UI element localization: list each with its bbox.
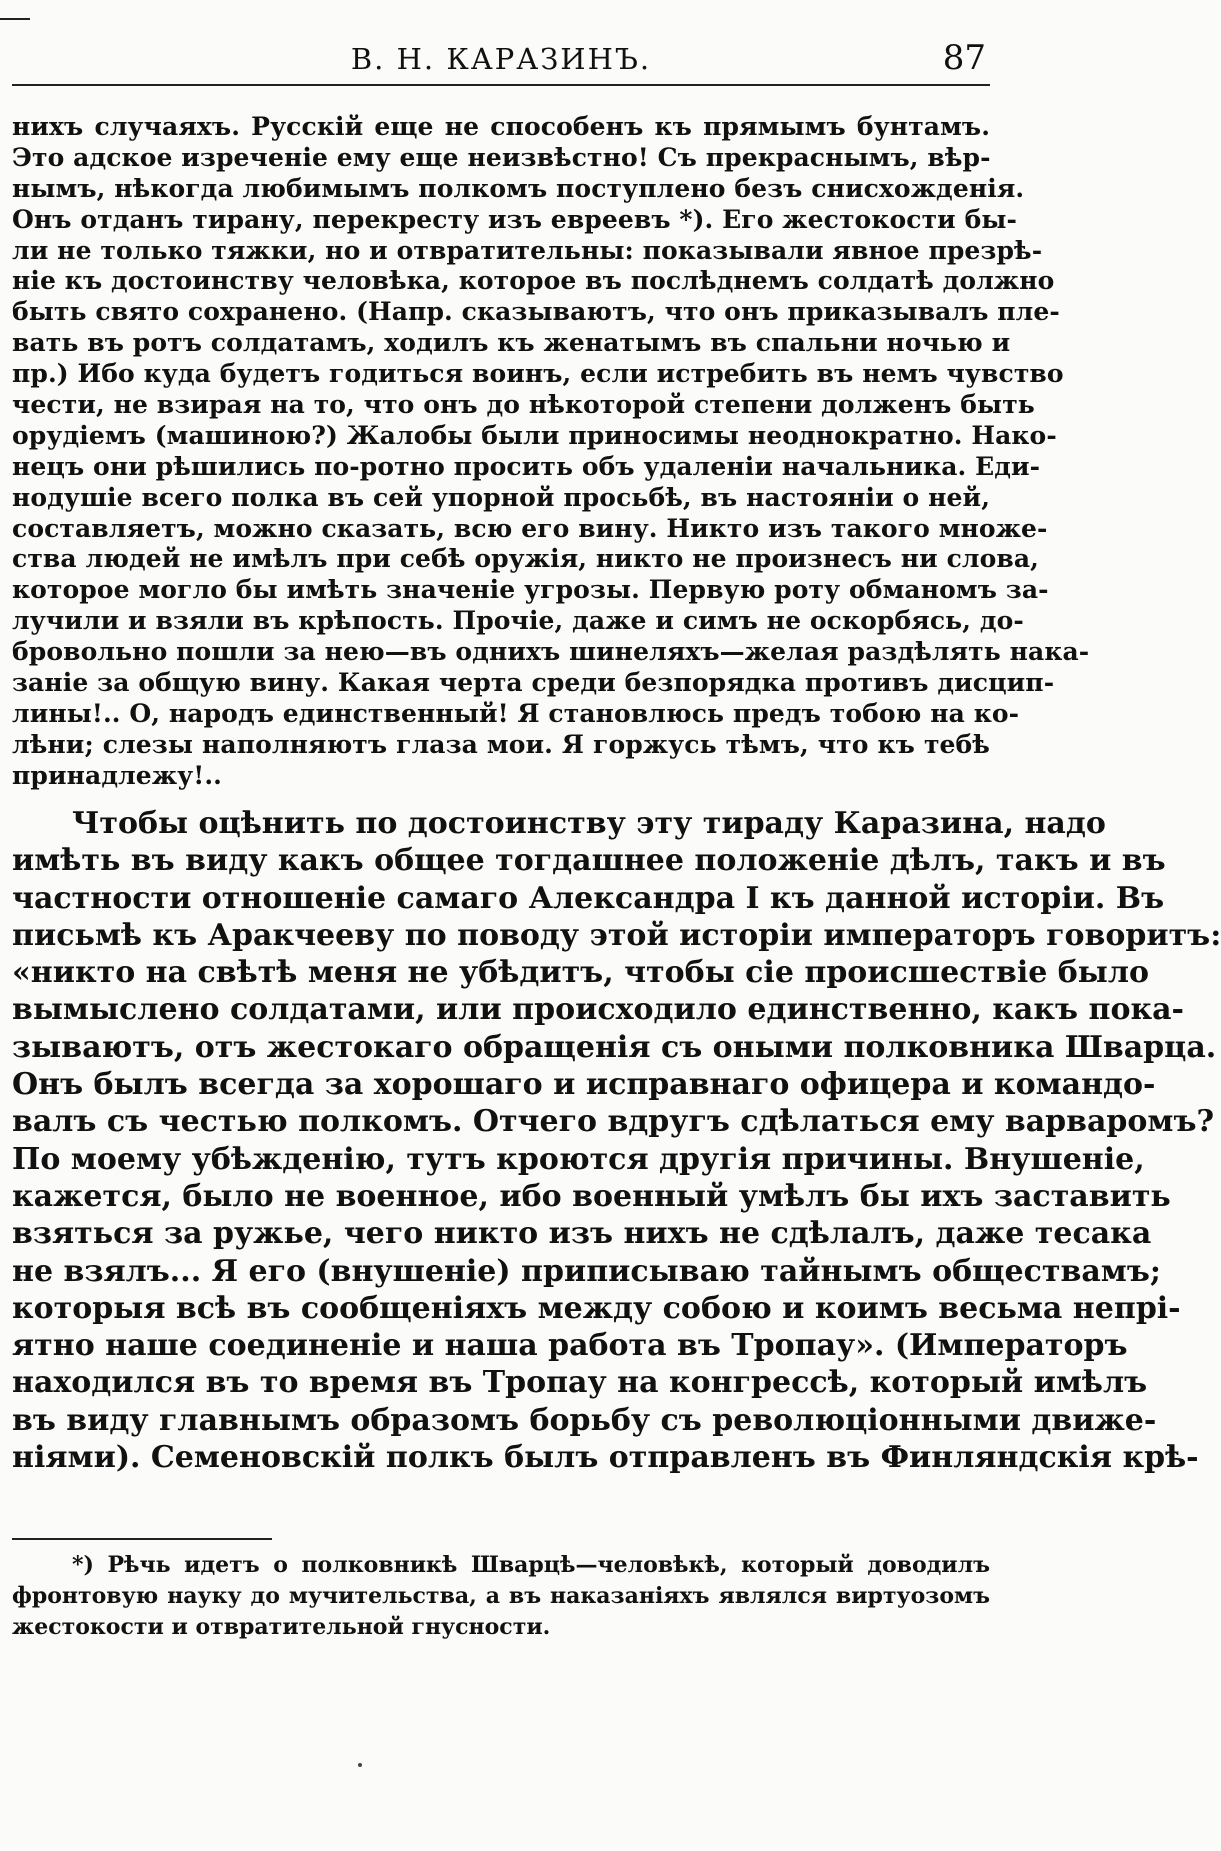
corner-mark <box>0 18 30 20</box>
page-header <box>12 38 990 86</box>
main-line: зываютъ, отъ жестокаго обращенія съ оными полковника Шварца. <box>12 1029 1217 1065</box>
footnote-divider <box>12 1538 272 1540</box>
quote-line: составляетъ, можно сказать, всю его вину. Никто изъ такого множе- <box>12 513 1048 543</box>
quote-line: пр.) Ибо куда будетъ годиться воинъ, если истребить въ немъ чувство <box>12 359 1064 389</box>
quote-line: бровольно пошли за нею—въ однихъ шинеляхъ—желая раздѣлять нака- <box>12 637 1090 667</box>
quote-line-last: принадлежу!.. <box>12 760 222 790</box>
quote-line: ніе къ достоинству человѣка, которое въ послѣднемъ солдатѣ должно <box>12 266 1055 296</box>
main-line: ятно наше соединеніе и наша работа въ Тропау». (Императоръ <box>12 1328 1128 1364</box>
main-line: которыя всѣ въ сообщеніяхъ между собою и коимъ весьма непрі- <box>12 1290 1181 1326</box>
footnote <box>12 1550 990 1643</box>
main-line: кажется, было не военное, ибо военный умѣлъ бы ихъ заставить <box>12 1178 1171 1214</box>
main-line: письмѣ къ Аракчееву по поводу этой исторіи императоръ говоритъ: <box>12 917 1221 953</box>
quote-line: лины!.. О, народъ единственный! Я становлюсь предъ тобою на ко- <box>12 698 1020 728</box>
quote-line: которое могло бы имѣть значеніе угрозы. Первую роту обманомъ за- <box>12 575 1049 605</box>
main-line: находился въ то время въ Тропау на конгрессѣ, который имѣлъ <box>12 1365 1148 1401</box>
main-line: По моему убѣжденію, тутъ кроются другія причины. Внушеніе, <box>12 1141 1145 1177</box>
quote-line: нихъ случаяхъ. Русскій еще не способенъ къ прямымъ бунтамъ. <box>12 112 990 141</box>
quote-line: чести, не взирая на то, что онъ до нѣкоторой степени долженъ быть <box>12 390 1035 420</box>
quote-line: быть свято сохранено. (Напр. сказываютъ, что онъ приказывалъ пле- <box>12 297 1060 327</box>
running-title: В. Н. КАРАЗИНЪ. <box>350 42 652 76</box>
main-line: ніями). Семеновскій полкъ былъ отправленъ въ Финляндскія крѣ- <box>12 1440 1199 1476</box>
main-line: Онъ былъ всегда за хорошаго и исправнаго офицера и командо- <box>12 1067 1156 1103</box>
quote-line: лучили и взяли въ крѣпость. Прочіе, даже и симъ не оскорбясь, до- <box>12 606 1024 636</box>
quote-line: лѣни; слезы наполняютъ глаза мои. Я горжусь тѣмъ, что къ тебѣ <box>12 729 990 759</box>
quote-line: нецъ они рѣшились по-ротно просить объ удаленіи начальника. Еди- <box>12 451 1041 481</box>
main-line: въ виду главнымъ образомъ борьбу съ революціонными движе- <box>12 1402 1157 1438</box>
main-line: вымыслено солдатами, или происходило единственно, какъ пока- <box>12 992 1185 1028</box>
quote-line: орудіемъ (машиною?) Жалобы были приносимы неоднократно. Нако- <box>12 420 1057 450</box>
main-line: частности отношеніе самаго Александра I къ данной исторіи. Въ <box>12 880 1165 916</box>
main-line-first: Чтобы оцѣнить по достоинству эту тираду Каразина, надо <box>72 806 1106 841</box>
quote-line: нодушіе всего полка въ сей упорной просьбѣ, въ настояніи о ней, <box>12 482 990 512</box>
page-number: 87 <box>942 38 986 78</box>
footnote-line: фронтовую науку до мучительства, а въ наказаніяхъ являлся виртуозомъ <box>12 1583 990 1609</box>
quote-line: нымъ, нѣкогда любимымъ полкомъ поступлено безъ снисхожденія. <box>12 173 1025 203</box>
quote-line: Онъ отданъ тирану, перекресту изъ евреевъ *). Его жестокости бы- <box>12 204 1018 234</box>
main-line: «никто на свѣтѣ меня не убѣдитъ, чтобы сіе происшествіе было <box>12 955 1150 991</box>
ink-speck <box>358 1763 362 1767</box>
footnote-line-first: *) Рѣчь идетъ о полковникѣ Шварцѣ—человѣкѣ, который доводилъ <box>72 1552 990 1578</box>
quote-line: заніе за общую вину. Какая черта среди безпорядка противъ дисцип- <box>12 668 1055 698</box>
quote-line: ства людей не имѣлъ при себѣ оружія, никто не произнесъ ни слова, <box>12 544 1039 574</box>
main-line: взяться за ружье, чего никто изъ нихъ не сдѣлалъ, даже тесака <box>12 1216 1152 1252</box>
quoted-passage <box>12 112 1090 792</box>
quote-line: вать въ ротъ солдатамъ, ходилъ къ женатымъ въ спальни ночью и <box>12 328 1011 358</box>
footnote-line-last: жестокости и отвратительной гнусности. <box>12 1614 551 1640</box>
quote-line: Это адское изреченіе ему еще неизвѣстно! Съ прекраснымъ, вѣр- <box>12 142 991 172</box>
main-line: валъ съ честью полкомъ. Отчего вдругъ сдѣлаться ему варваромъ? <box>12 1104 1215 1140</box>
main-paragraph <box>12 805 1221 1476</box>
main-line: имѣть въ виду какъ общее тогдашнее положеніе дѣлъ, такъ и въ <box>12 843 1166 879</box>
main-line: не взялъ... Я его (внушеніе) приписываю тайнымъ обществамъ; <box>12 1253 1161 1289</box>
quote-line: ли не только тяжки, но и отвратительны: показывали явное презрѣ- <box>12 235 1043 265</box>
